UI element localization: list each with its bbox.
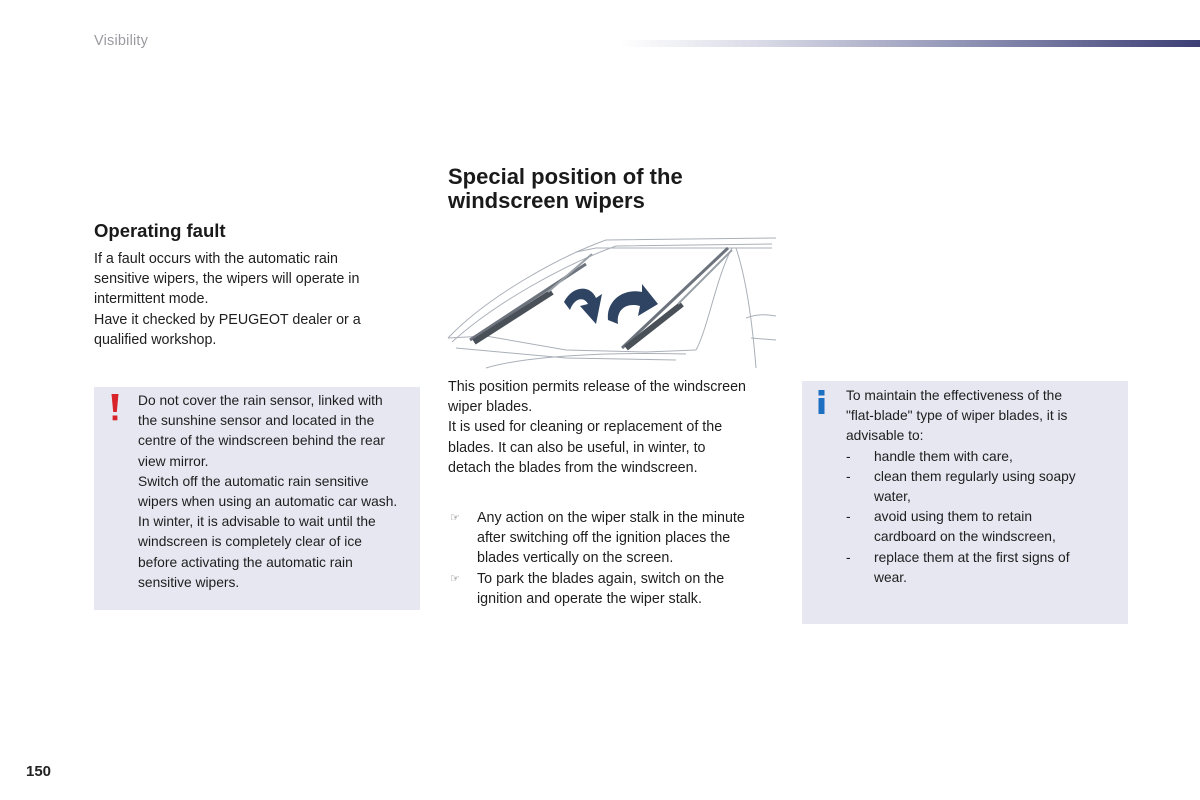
page-number: 150 — [26, 763, 52, 780]
section-title: Visibility — [94, 33, 149, 49]
info-text: To maintain the effectiveness of the "flat-blade" type of wiper blades, it is advisable to: - handle them with care, - clean them regularly using soapy water, - avoid using them to retain cardboard on the windscreen, - replace them at the first signs of wear. — [846, 386, 1122, 588]
warning-text: Do not cover the rain sensor, linked with the sunshine sensor and located in the centre of the windscreen behind the rear view mirror. Switch off the automatic rain sensitive wipers when using an automatic car wash. In winter, it is advisable to wait until the windscreen is completely clear of ice before activating the automatic rain sensitive wipers. — [138, 393, 398, 590]
info-icon — [815, 390, 829, 414]
pointing-hand-icon: ☞ — [450, 572, 460, 585]
advice-list — [846, 447, 1122, 588]
exclamation-icon — [110, 394, 120, 422]
list-item: - avoid using them to retain cardboard on the windscreen, — [846, 509, 1056, 545]
step-item: ☞ Any action on the wiper stalk in the minute after switching off the ignition places the blades vertically on the screen. — [450, 510, 745, 567]
action-steps — [448, 508, 778, 609]
warning-box — [94, 387, 420, 610]
special-position-text: This position permits release of the windscreen wiper blades. It is used for cleaning or replacement of the blades. It can also be useful, in winter, to detach the blades from the windscreen. — [448, 379, 746, 476]
pointing-hand-icon: ☞ — [450, 512, 460, 524]
list-item: - clean them regularly using soapy water, — [846, 468, 1076, 505]
info-box — [802, 381, 1128, 624]
special-position-heading: Special position of the windscreen wipers — [448, 164, 683, 213]
windscreen-wipers-raised-illustration — [446, 218, 778, 370]
operating-fault-text: If a fault occurs with the automatic rain sensitive wipers, the wipers will operate in intermittent mode. Have it checked by PEUGEOT dealer or a qualified workshop. — [94, 251, 361, 348]
list-item: - handle them with care, — [846, 448, 1013, 464]
header-gradient-bar — [620, 40, 1200, 47]
list-item: - replace them at the first signs of wear. — [846, 549, 1070, 585]
operating-fault-heading: Operating fault — [94, 220, 226, 241]
step-item: ☞ To park the blades again, switch on the ignition and operate the wiper stalk. — [450, 570, 725, 607]
